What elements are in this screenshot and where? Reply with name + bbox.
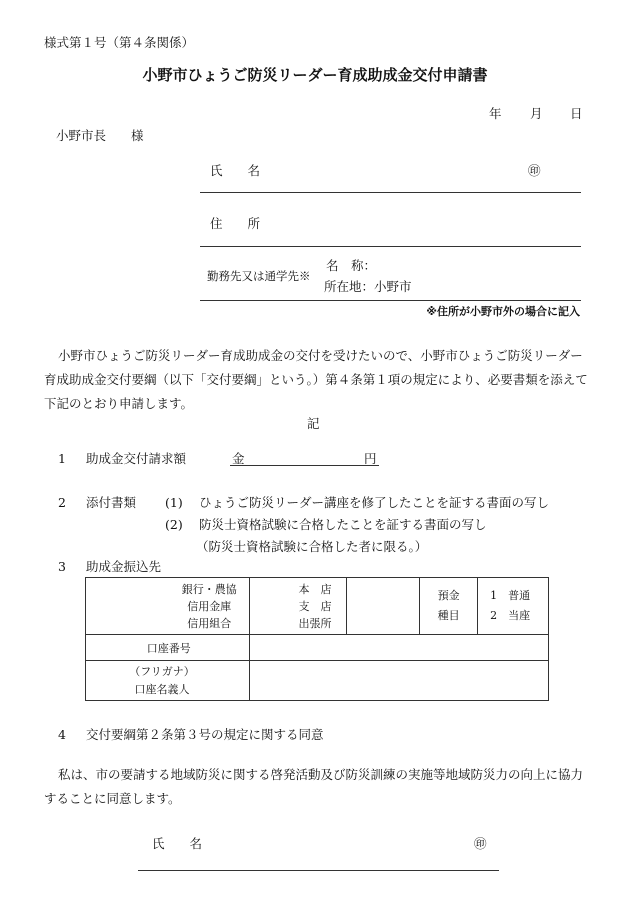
account-holder-label-cell [86, 661, 250, 701]
applicant-address-line [200, 246, 581, 247]
consent-seal-mark: ㊞ [474, 836, 487, 851]
doc1-number: (1) [165, 495, 183, 510]
item1-number: 1 [58, 451, 66, 466]
branch-spacer-cell [346, 578, 420, 635]
addressee: 小野市長 様 [56, 128, 144, 143]
applicant-name-line [200, 192, 581, 193]
account-holder-row [86, 661, 549, 701]
date-year-label: 年 [489, 106, 502, 121]
workplace-name-label: 名 称： [326, 258, 377, 273]
item4-label: 交付要綱第２条第３号の規定に関する同意 [86, 727, 324, 742]
deposit-label-bottom: 種目 [437, 609, 460, 622]
item4-number: 4 [58, 727, 66, 742]
workplace-label: 勤務先又は通学先※ [207, 269, 311, 283]
intro-paragraph: 小野市ひょうご防災リーダー育成助成金の交付を受けたいので、小野市ひょうご防災リーダー育成助成金交付要綱（以下「交付要綱」という。）第４条第１項の規定により、必要書類を添えて下記のとおり申請します。 [44, 348, 588, 411]
bank-type-list [182, 581, 237, 632]
consent-paragraph: 私は、市の要請する地域防災に関する啓発活動及び防災訓練の実施等地域防災力の向上に協力することに同意します。 [44, 767, 584, 806]
form-number: 様式第１号（第４条関係） [44, 35, 195, 50]
amount-input-line[interactable] [230, 465, 379, 466]
branch-type-office: 出張所 [298, 616, 332, 630]
deposit-kind-ordinary[interactable]: 1 普通 [490, 589, 531, 602]
applicant-address-label: 住 所 [210, 216, 261, 231]
deposit-kind-current[interactable]: 2 当座 [490, 609, 531, 622]
item3-label: 助成金振込先 [86, 559, 162, 574]
deposit-label-top: 預金 [437, 589, 460, 602]
item2-number: 2 [58, 495, 66, 510]
address-note: ※住所が小野市外の場合に記入 [426, 305, 580, 318]
branch-name-cell[interactable] [249, 578, 346, 635]
bank-type-kumiai: 信用組合 [187, 616, 232, 630]
bank-row [86, 578, 549, 635]
deposit-kind-cell[interactable] [478, 578, 549, 635]
bank-name-cell[interactable] [86, 578, 250, 635]
date-day-label: 日 [570, 106, 583, 121]
deposit-label-cell [420, 578, 478, 635]
applicant-seal-mark: ㊞ [528, 163, 541, 178]
branch-type-branch: 支 店 [298, 599, 332, 613]
account-holder-label-stack [129, 663, 194, 699]
amount-prefix: 金 [232, 451, 245, 466]
page-title: 小野市ひょうご防災リーダー育成助成金交付申請書 [142, 66, 488, 84]
amount-suffix: 円 [364, 451, 377, 466]
consent-name-label: 氏 名 [152, 836, 203, 851]
item3-number: 3 [58, 559, 66, 574]
date-month-label: 月 [530, 106, 543, 121]
bank-type-bank: 銀行・農協 [181, 582, 237, 596]
doc2-note: （防災士資格試験に合格した者に限る。） [196, 539, 428, 554]
account-holder-field[interactable] [249, 661, 548, 701]
doc2-text: 防災士資格試験に合格したことを証する書面の写し [199, 517, 487, 532]
ki-label: 記 [307, 416, 320, 431]
branch-type-main: 本 店 [298, 582, 332, 596]
account-number-label: 口座番号 [86, 635, 250, 661]
doc2-number: (2) [165, 517, 183, 532]
applicant-name-label: 氏 名 [210, 163, 261, 178]
furigana-label: （フリガナ） [129, 664, 195, 678]
consent-name-line[interactable] [138, 870, 499, 871]
bank-type-shinkin: 信用金庫 [187, 599, 232, 613]
bank-table [85, 577, 549, 701]
workplace-location-label: 所在地：小野市 [324, 279, 412, 294]
workplace-line [200, 300, 581, 301]
item1-label: 助成金交付請求額 [86, 451, 187, 466]
branch-type-list [299, 581, 332, 632]
account-number-row [86, 635, 549, 661]
account-number-field[interactable] [249, 635, 548, 661]
item2-label: 添付書類 [86, 495, 137, 510]
doc1-text: ひょうご防災リーダー講座を修了したことを証する書面の写し [199, 495, 550, 510]
account-holder-label: 口座名義人 [134, 682, 190, 696]
